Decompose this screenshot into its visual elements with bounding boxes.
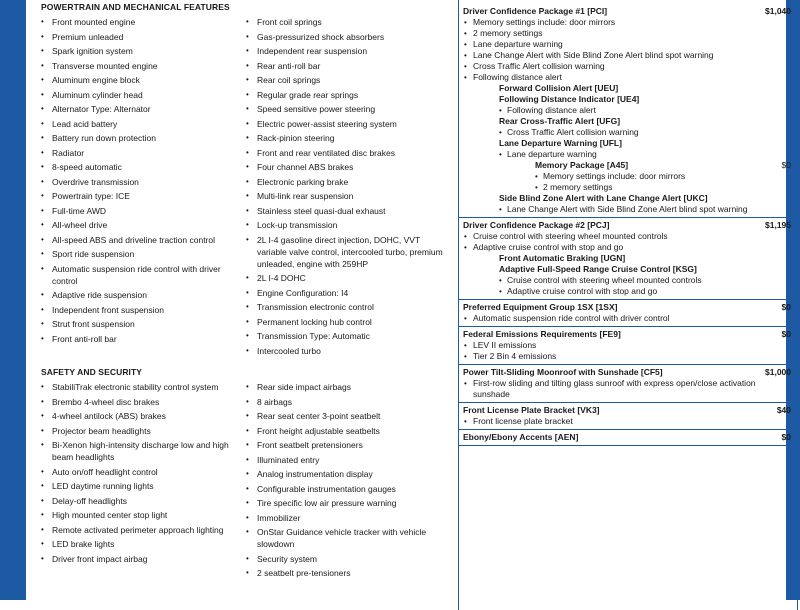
feature-section bbox=[38, 367, 448, 582]
feature-item: • Overdrive transmission bbox=[38, 176, 243, 191]
sub-package-name: Side Blind Zone Alert with Lane Change Alert [UKC] bbox=[499, 193, 708, 203]
package-feature-row bbox=[463, 416, 793, 427]
option-package bbox=[459, 365, 797, 403]
package-feature-row bbox=[463, 149, 793, 160]
feature-list bbox=[243, 16, 448, 359]
package-name: Preferred Equipment Group 1SX [1SX] bbox=[463, 302, 618, 312]
feature-item: • Intercooled turbo bbox=[243, 345, 448, 360]
sub-package-row bbox=[463, 160, 793, 171]
package-feature-text: • Following distance alert bbox=[463, 72, 562, 83]
package-feature-text: • Cross Traffic Alert collision warning bbox=[463, 127, 639, 138]
feature-item: • Full-time AWD bbox=[38, 205, 243, 220]
package-name: Power Tilt-Sliding Moonroof with Sunshade [CF5] bbox=[463, 367, 663, 377]
feature-item: • Independent rear suspension bbox=[243, 45, 448, 60]
feature-item: • OnStar Guidance vehicle tracker with vehicle slowdown bbox=[243, 526, 448, 553]
sub-package-name: Following Distance Indicator [UE4] bbox=[499, 94, 640, 104]
package-feature-row bbox=[463, 231, 793, 242]
sub-package-name: Forward Collision Alert [UEU] bbox=[499, 83, 619, 93]
feature-item: • Transmission Type: Automatic bbox=[243, 330, 448, 345]
sub-package-row bbox=[463, 83, 793, 94]
package-header bbox=[463, 6, 793, 17]
feature-item: • Sport ride suspension bbox=[38, 248, 243, 263]
package-price: $0 bbox=[781, 302, 791, 312]
sub-package-name: Lane Departure Warning [UFL] bbox=[499, 138, 622, 148]
feature-item: • Lead acid battery bbox=[38, 118, 243, 133]
feature-item: • High mounted center stop light bbox=[38, 509, 243, 524]
feature-item: • Aluminum engine block bbox=[38, 74, 243, 89]
package-feature-row bbox=[463, 50, 793, 61]
feature-item: • Regular grade rear springs bbox=[243, 89, 448, 104]
package-feature-row bbox=[463, 171, 793, 182]
feature-item: • Four channel ABS brakes bbox=[243, 161, 448, 176]
feature-item: • Rack-pinion steering bbox=[243, 132, 448, 147]
package-price: $1,040 bbox=[765, 6, 791, 16]
package-header bbox=[463, 405, 793, 416]
package-header bbox=[463, 302, 793, 313]
package-feature-row bbox=[463, 340, 793, 351]
feature-item: • Gas-pressurized shock absorbers bbox=[243, 31, 448, 46]
feature-item: • Tire specific low air pressure warning bbox=[243, 497, 448, 512]
sub-package-name: Front Automatic Braking [UGN] bbox=[499, 253, 626, 263]
feature-item: • Projector beam headlights bbox=[38, 425, 243, 440]
package-name: Front License Plate Bracket [VK3] bbox=[463, 405, 600, 415]
package-feature-row bbox=[463, 242, 793, 253]
package-price: $0 bbox=[781, 432, 791, 442]
package-feature-text: • LEV II emissions bbox=[463, 340, 536, 351]
option-package bbox=[459, 403, 797, 430]
package-name: Federal Emissions Requirements [FE9] bbox=[463, 329, 621, 339]
package-price: $1,000 bbox=[765, 367, 791, 377]
package-feature-row bbox=[463, 286, 793, 297]
feature-column bbox=[38, 381, 243, 582]
feature-item: • Stainless steel quasi-dual exhaust bbox=[243, 205, 448, 220]
feature-columns bbox=[38, 16, 448, 359]
sub-package-price: $0 bbox=[781, 160, 791, 170]
feature-item: • Rear coil springs bbox=[243, 74, 448, 89]
option-packages bbox=[459, 0, 797, 446]
package-feature-row bbox=[463, 39, 793, 50]
feature-item: • 2L I-4 gasoline direct injection, DOHC, VVT variable valve control, intercooled turbo, premium unleaded, engine with 259HP bbox=[243, 234, 448, 273]
feature-column bbox=[243, 16, 448, 359]
package-name: Ebony/Ebony Accents [AEN] bbox=[463, 432, 579, 442]
feature-item: • Rear anti-roll bar bbox=[243, 60, 448, 75]
package-header bbox=[463, 367, 793, 378]
feature-item: • Aluminum cylinder head bbox=[38, 89, 243, 104]
left-blue-frame bbox=[0, 0, 26, 600]
feature-item: • Engine Configuration: I4 bbox=[243, 287, 448, 302]
option-package bbox=[459, 300, 797, 327]
feature-item: • LED daytime running lights bbox=[38, 480, 243, 495]
package-feature-text: • Cross Traffic Alert collision warning bbox=[463, 61, 605, 72]
package-feature-row bbox=[463, 105, 793, 116]
feature-item: • Premium unleaded bbox=[38, 31, 243, 46]
package-price: $0 bbox=[781, 329, 791, 339]
feature-list bbox=[243, 381, 448, 582]
package-feature-text: • Lane departure warning bbox=[463, 39, 563, 50]
package-feature-text: • Adaptive cruise control with stop and go bbox=[463, 286, 657, 297]
package-name: Driver Confidence Package #2 [PCJ] bbox=[463, 220, 610, 230]
feature-item: • All-wheel drive bbox=[38, 219, 243, 234]
feature-list bbox=[38, 381, 243, 567]
option-package bbox=[459, 327, 797, 365]
feature-item: • StabiliTrak electronic stability control system bbox=[38, 381, 243, 396]
package-feature-text: • 2 memory settings bbox=[463, 28, 542, 39]
feature-columns bbox=[38, 381, 448, 582]
feature-item: • Illuminated entry bbox=[243, 454, 448, 469]
package-feature-text: • Cruise control with steering wheel mounted controls bbox=[463, 275, 702, 286]
feature-item: • Speed sensitive power steering bbox=[243, 103, 448, 118]
feature-item: • Driver front impact airbag bbox=[38, 553, 243, 568]
package-feature-text: • Following distance alert bbox=[463, 105, 596, 116]
sub-package-row bbox=[463, 253, 793, 264]
option-package bbox=[459, 0, 797, 218]
package-feature-text: • Cruise control with steering wheel mounted controls bbox=[463, 231, 668, 242]
sub-package-row bbox=[463, 94, 793, 105]
package-price: $40 bbox=[776, 405, 791, 415]
feature-item: • Electric power-assist steering system bbox=[243, 118, 448, 133]
package-feature-text: • Tier 2 Bin 4 emissions bbox=[463, 351, 556, 362]
package-feature-row bbox=[463, 72, 793, 83]
feature-item: • Bi-Xenon high-intensity discharge low and high beam headlights bbox=[38, 439, 243, 466]
package-feature-text: • Memory settings include: door mirrors bbox=[463, 171, 685, 182]
package-feature-text: • Adaptive cruise control with stop and go bbox=[463, 242, 623, 253]
package-feature-text: • Lane Change Alert with Side Blind Zone Alert blind spot warning bbox=[463, 204, 748, 215]
feature-item: • Alternator Type: Alternator bbox=[38, 103, 243, 118]
feature-item: • Configurable instrumentation gauges bbox=[243, 483, 448, 498]
feature-item: • Transverse mounted engine bbox=[38, 60, 243, 75]
feature-item: • Immobilizer bbox=[243, 512, 448, 527]
standard-features-panel bbox=[38, 0, 448, 604]
package-header bbox=[463, 329, 793, 340]
feature-item: • Rear seat center 3-point seatbelt bbox=[243, 410, 448, 425]
feature-item: • Front mounted engine bbox=[38, 16, 243, 31]
package-feature-row bbox=[463, 204, 793, 215]
feature-item: • Front anti-roll bar bbox=[38, 333, 243, 348]
package-feature-row bbox=[463, 61, 793, 72]
window-sticker-page bbox=[26, 0, 791, 600]
feature-item: • Multi-link rear suspension bbox=[243, 190, 448, 205]
package-feature-text: • First-row sliding and tilting glass sunroof with express open/close activation sunshade bbox=[463, 378, 793, 400]
feature-item: • Front height adjustable seatbelts bbox=[243, 425, 448, 440]
feature-item: • Spark ignition system bbox=[38, 45, 243, 60]
feature-item: • Auto on/off headlight control bbox=[38, 466, 243, 481]
feature-item: • Transmission electronic control bbox=[243, 301, 448, 316]
feature-sections bbox=[38, 2, 448, 582]
package-feature-row bbox=[463, 28, 793, 39]
feature-item: • Front coil springs bbox=[243, 16, 448, 31]
feature-item: • Rear side impact airbags bbox=[243, 381, 448, 396]
sub-package-row bbox=[463, 264, 793, 275]
package-feature-text: • Front license plate bracket bbox=[463, 416, 573, 427]
feature-item: • All-speed ABS and driveline traction control bbox=[38, 234, 243, 249]
package-feature-row bbox=[463, 17, 793, 28]
feature-item: • Powertrain type: ICE bbox=[38, 190, 243, 205]
feature-item: • Permanent locking hub control bbox=[243, 316, 448, 331]
sub-package-name: Rear Cross-Traffic Alert [UFG] bbox=[499, 116, 621, 126]
feature-item: • 8 airbags bbox=[243, 396, 448, 411]
package-header bbox=[463, 432, 793, 443]
feature-item: • LED brake lights bbox=[38, 538, 243, 553]
sub-package-row bbox=[463, 116, 793, 127]
feature-item: • 8-speed automatic bbox=[38, 161, 243, 176]
feature-item: • Automatic suspension ride control with driver control bbox=[38, 263, 243, 290]
feature-item: • Lock-up transmission bbox=[243, 219, 448, 234]
package-feature-row bbox=[463, 378, 793, 400]
sub-package-name: Adaptive Full-Speed Range Cruise Control [KSG] bbox=[499, 264, 697, 274]
package-feature-row bbox=[463, 127, 793, 138]
package-feature-row bbox=[463, 313, 793, 324]
feature-item: • Battery run down protection bbox=[38, 132, 243, 147]
feature-item: • Strut front suspension bbox=[38, 318, 243, 333]
feature-item: • Front and rear ventilated disc brakes bbox=[243, 147, 448, 162]
option-package bbox=[459, 218, 797, 300]
feature-item: • Front seatbelt pretensioners bbox=[243, 439, 448, 454]
feature-column bbox=[243, 381, 448, 582]
package-feature-row bbox=[463, 182, 793, 193]
options-panel bbox=[458, 0, 798, 610]
sub-package-name: Memory Package [A45] bbox=[535, 160, 629, 170]
package-header bbox=[463, 220, 793, 231]
feature-item: • 2 seatbelt pre-tensioners bbox=[243, 567, 448, 582]
package-feature-text: • Lane Change Alert with Side Blind Zone Alert blind spot warning bbox=[463, 50, 714, 61]
sub-package-row bbox=[463, 193, 793, 204]
package-feature-text: • 2 memory settings bbox=[463, 182, 612, 193]
feature-item: • Delay-off headlights bbox=[38, 495, 243, 510]
feature-item: • Adaptive ride suspension bbox=[38, 289, 243, 304]
package-feature-text: • Automatic suspension ride control with driver control bbox=[463, 313, 670, 324]
feature-list bbox=[38, 16, 243, 347]
section-title: SAFETY AND SECURITY bbox=[41, 367, 143, 377]
package-feature-row bbox=[463, 351, 793, 362]
feature-column bbox=[38, 16, 243, 359]
feature-item: • 2L I-4 DOHC bbox=[243, 272, 448, 287]
feature-item: • Electronic parking brake bbox=[243, 176, 448, 191]
option-package bbox=[459, 430, 797, 446]
package-feature-text: • Memory settings include: door mirrors bbox=[463, 17, 615, 28]
feature-item: • Security system bbox=[243, 553, 448, 568]
feature-item: • 4-wheel antilock (ABS) brakes bbox=[38, 410, 243, 425]
section-title: POWERTRAIN AND MECHANICAL FEATURES bbox=[41, 2, 230, 12]
feature-item: • Independent front suspension bbox=[38, 304, 243, 319]
feature-item: • Radiator bbox=[38, 147, 243, 162]
feature-section bbox=[38, 2, 448, 359]
feature-item: • Analog instrumentation display bbox=[243, 468, 448, 483]
package-feature-row bbox=[463, 275, 793, 286]
feature-item: • Remote activated perimeter approach lighting bbox=[38, 524, 243, 539]
sub-package-row bbox=[463, 138, 793, 149]
feature-item: • Brembo 4-wheel disc brakes bbox=[38, 396, 243, 411]
package-price: $1,195 bbox=[765, 220, 791, 230]
package-name: Driver Confidence Package #1 [PCI] bbox=[463, 6, 608, 16]
package-feature-text: • Lane departure warning bbox=[463, 149, 597, 160]
